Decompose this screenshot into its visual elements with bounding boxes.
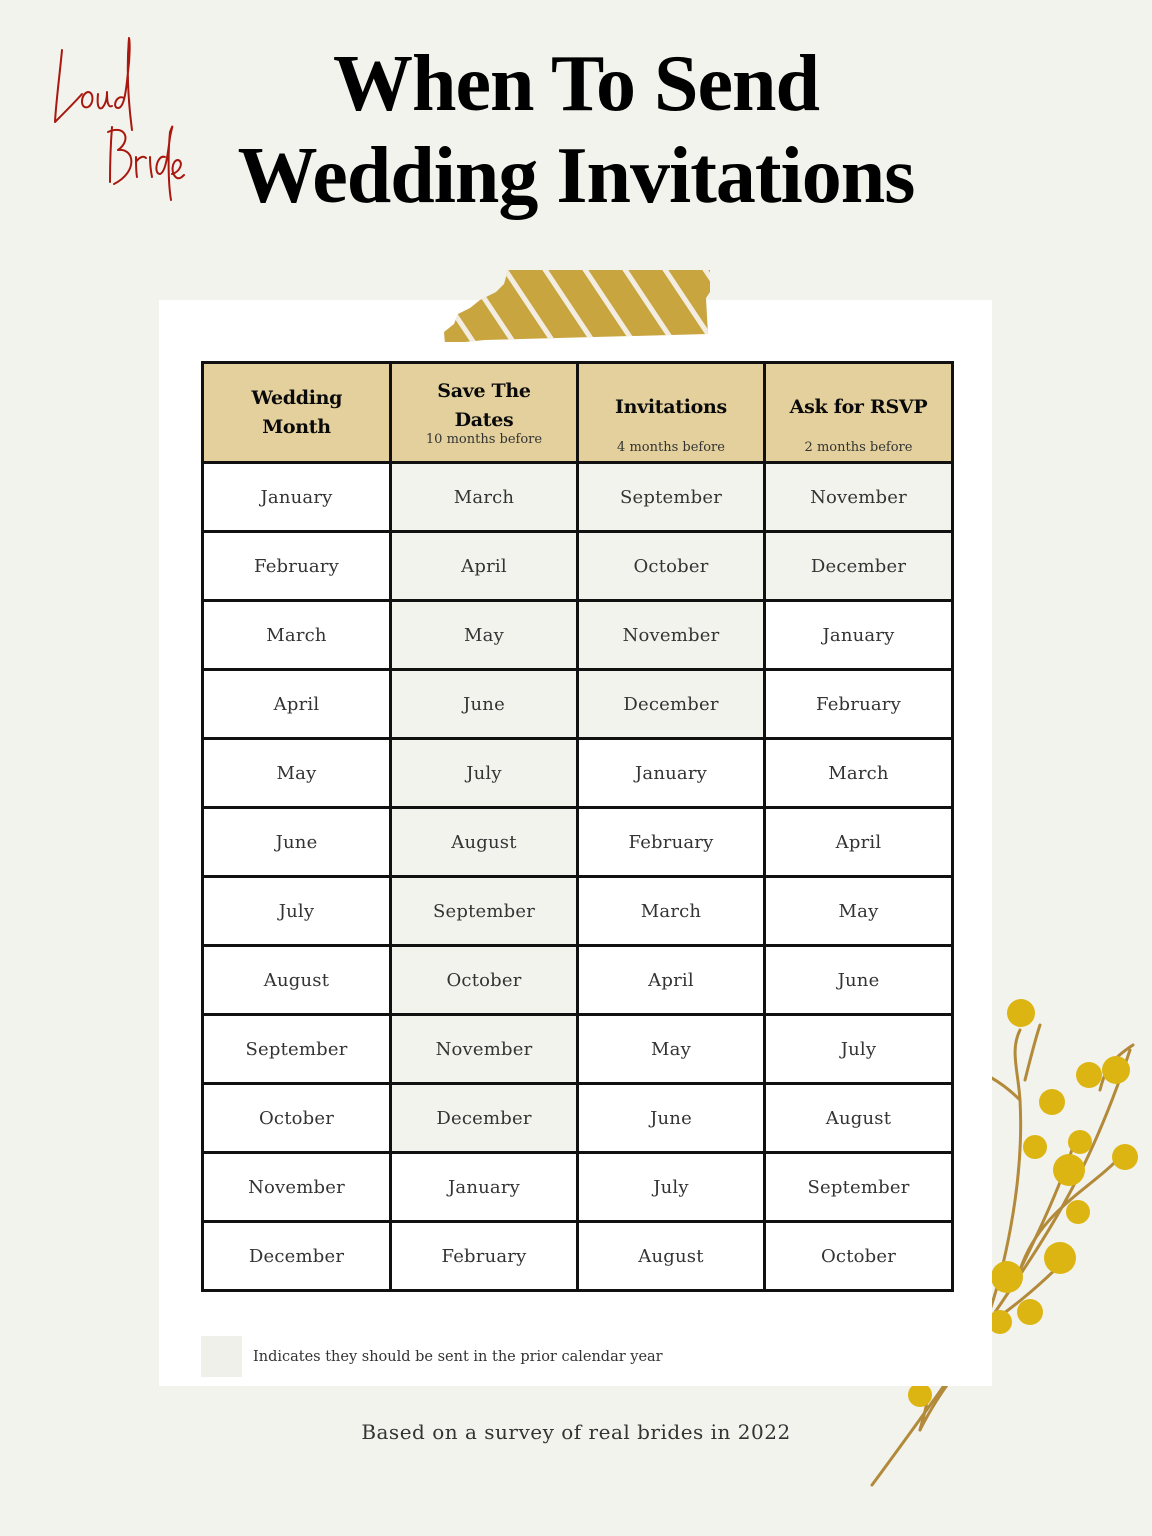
table-row	[203, 1222, 953, 1291]
cell-save-the-dates: May	[391, 601, 578, 670]
cell-ask-rsvp: April	[765, 808, 953, 877]
cell-ask-rsvp: September	[765, 1153, 953, 1222]
cell-invitations: October	[578, 532, 765, 601]
legend-text: Indicates they should be sent in the prior calendar year	[253, 1348, 663, 1365]
column-header-label: Wedding Month	[251, 386, 343, 438]
cell-wedding-month: June	[203, 808, 391, 877]
cell-wedding-month: December	[203, 1222, 391, 1291]
cell-wedding-month: October	[203, 1084, 391, 1153]
cell-save-the-dates: February	[391, 1222, 578, 1291]
table-row	[203, 1153, 953, 1222]
cell-ask-rsvp: October	[765, 1222, 953, 1291]
table-header-row	[203, 363, 953, 463]
cell-save-the-dates: August	[391, 808, 578, 877]
cell-ask-rsvp: February	[765, 670, 953, 739]
footer-note: Based on a survey of real brides in 2022	[361, 1420, 791, 1444]
cell-save-the-dates: June	[391, 670, 578, 739]
cell-invitations: June	[578, 1084, 765, 1153]
cell-invitations: September	[578, 463, 765, 532]
cell-wedding-month: November	[203, 1153, 391, 1222]
column-header-sublabel: 2 months before	[804, 440, 913, 455]
cell-wedding-month: May	[203, 739, 391, 808]
cell-ask-rsvp: August	[765, 1084, 953, 1153]
cell-wedding-month: March	[203, 601, 391, 670]
table-row	[203, 808, 953, 877]
cell-wedding-month: January	[203, 463, 391, 532]
column-header-sublabel: 4 months before	[617, 440, 725, 455]
cell-ask-rsvp: July	[765, 1015, 953, 1084]
washi-tape-icon	[440, 262, 710, 342]
title-line-2: Wedding Invitations	[237, 132, 915, 220]
cell-save-the-dates: July	[391, 739, 578, 808]
cell-invitations: August	[578, 1222, 765, 1291]
table-row	[203, 1015, 953, 1084]
column-header-save-the-dates	[391, 363, 578, 463]
invitation-schedule-table	[201, 361, 954, 1292]
cell-ask-rsvp: January	[765, 601, 953, 670]
column-header-wedding-month	[203, 363, 391, 463]
column-header-ask-for-rsvp	[765, 363, 953, 463]
cell-save-the-dates: November	[391, 1015, 578, 1084]
title-line-1: When To Send	[332, 40, 820, 128]
cell-invitations: November	[578, 601, 765, 670]
table-row	[203, 946, 953, 1015]
cell-invitations: February	[578, 808, 765, 877]
column-header-sublabel: 10 months before	[425, 432, 543, 447]
cell-save-the-dates: September	[391, 877, 578, 946]
cell-wedding-month: April	[203, 670, 391, 739]
cell-ask-rsvp: June	[765, 946, 953, 1015]
cell-ask-rsvp: March	[765, 739, 953, 808]
column-header-label: Invitations	[615, 396, 727, 418]
table-row	[203, 532, 953, 601]
cell-ask-rsvp: November	[765, 463, 953, 532]
cell-invitations: March	[578, 877, 765, 946]
cell-ask-rsvp: December	[765, 532, 953, 601]
column-header-label: Save The Dates	[437, 380, 531, 431]
table-row	[203, 463, 953, 532]
prior-year-swatch	[201, 1336, 242, 1377]
cell-invitations: July	[578, 1153, 765, 1222]
table-row	[203, 739, 953, 808]
cell-wedding-month: February	[203, 532, 391, 601]
cell-invitations: May	[578, 1015, 765, 1084]
page-title	[0, 38, 1152, 222]
cell-save-the-dates: March	[391, 463, 578, 532]
table-row	[203, 670, 953, 739]
cell-invitations: December	[578, 670, 765, 739]
table-row	[203, 1084, 953, 1153]
table-row	[203, 601, 953, 670]
cell-invitations: April	[578, 946, 765, 1015]
cell-wedding-month: August	[203, 946, 391, 1015]
cell-ask-rsvp: May	[765, 877, 953, 946]
cell-save-the-dates: April	[391, 532, 578, 601]
cell-wedding-month: July	[203, 877, 391, 946]
cell-save-the-dates: October	[391, 946, 578, 1015]
cell-save-the-dates: December	[391, 1084, 578, 1153]
column-header-label: Ask for RSVP	[789, 396, 928, 418]
cell-wedding-month: September	[203, 1015, 391, 1084]
legend	[201, 1336, 663, 1377]
column-header-invitations	[578, 363, 765, 463]
table-row	[203, 877, 953, 946]
cell-invitations: January	[578, 739, 765, 808]
cell-save-the-dates: January	[391, 1153, 578, 1222]
